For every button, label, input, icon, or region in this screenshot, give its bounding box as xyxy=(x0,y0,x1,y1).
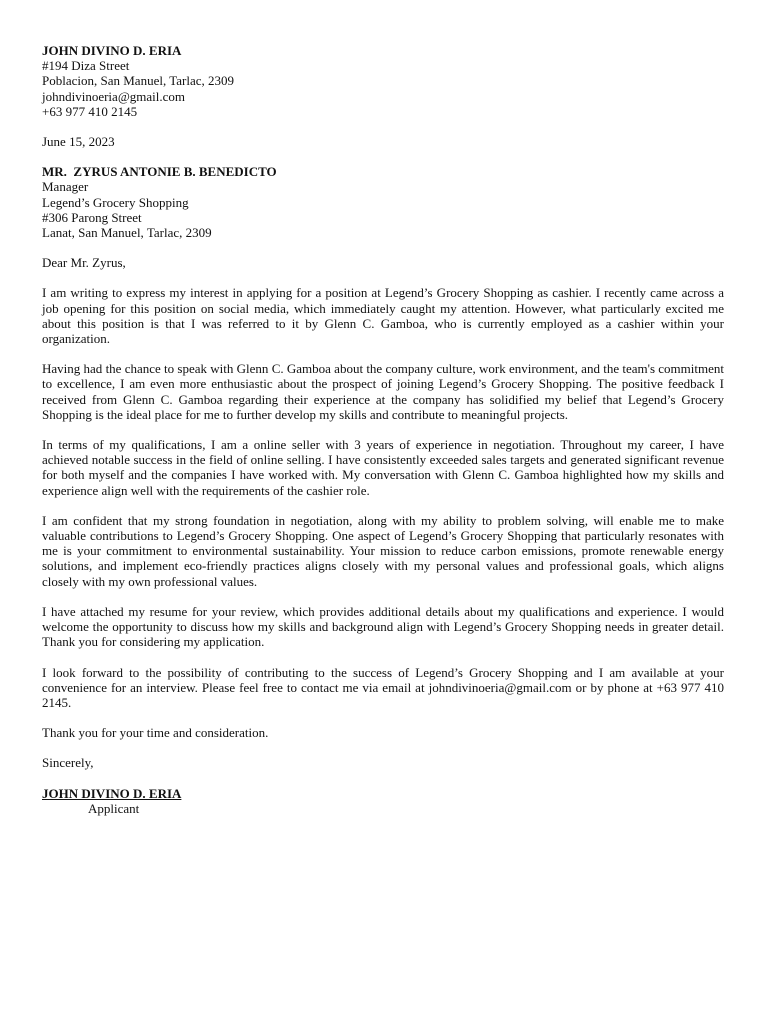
signature-title: Applicant xyxy=(88,800,140,816)
sender-block xyxy=(42,43,724,119)
closing: Sincerely, xyxy=(42,755,94,771)
recipient-block xyxy=(42,164,724,240)
signature-block xyxy=(42,786,724,816)
recipient-title: Manager xyxy=(42,179,89,195)
paragraph-resume: I have attached my resume for your review, which provides additional details about my qualifications and experience. I would welcome the opportunity to discuss how my skills and background align with Legend’s Grocery Shopping needs in greater detail. Thank you for considering my application. xyxy=(42,603,724,650)
paragraph-values: I am confident that my strong foundation in negotiation, along with my ability to problem solving, will enable me to make valuable contributions to Legend’s Grocery Shopping. One aspect of Legend’s Grocery Shopping that particularly resonates with me is your commitment to environmental sustainability. Your mission to reduce carbon emissions, promote renewable energy solutions, and implement eco-friendly practices aligns closely with my personal values and professional goals, which aligns closely with my own professional values. xyxy=(42,512,724,589)
paragraph-thanks: Thank you for your time and consideration. xyxy=(42,725,269,741)
paragraph-qualifications: In terms of my qualifications, I am a online seller with 3 years of experience in negotiation. Throughout my career, I have achieved notable success in the field of online selling. I have consistently exceeded sales targets and generated significant revenue for both myself and the companies I have worked with. My conversation with Glenn C. Gamboa highlighted how my skills and experience align well with the requirements of the cashier role. xyxy=(42,437,724,498)
sender-street: #194 Diza Street xyxy=(42,58,130,74)
sender-phone: +63 977 410 2145 xyxy=(42,103,138,119)
signature-name: JOHN DIVINO D. ERIA xyxy=(42,785,182,801)
recipient-street: #306 Parong Street xyxy=(42,209,142,225)
sender-email: johndivinoeria@gmail.com xyxy=(42,88,186,104)
letter-body xyxy=(42,43,724,816)
recipient-company: Legend’s Grocery Shopping xyxy=(42,194,189,210)
recipient-city: Lanat, San Manuel, Tarlac, 2309 xyxy=(42,225,212,241)
letter-date: June 15, 2023 xyxy=(42,134,115,150)
sender-city: Poblacion, San Manuel, Tarlac, 2309 xyxy=(42,73,235,89)
sender-name: JOHN DIVINO D. ERIA xyxy=(42,43,182,58)
paragraph-referral: Having had the chance to speak with Glenn C. Gamboa about the company culture, work environment, and the team's commitment to excellence, I am even more enthusiastic about the prospect of joining Legend’s Grocery Shopping. The positive feedback I received from Glenn C. Gamboa regarding their experience at the company has solidified my belief that Legend’s Grocery Shopping is the ideal place for me to further develop my skills and contribute to meaningful projects. xyxy=(42,361,724,422)
salutation: Dear Mr. Zyrus, xyxy=(42,255,126,271)
paragraph-contact: I look forward to the possibility of contributing to the success of Legend’s Grocery Shopping and I am available at your convenience for an interview. Please feel free to contact me via email at johndivinoeria@gmail.com or by phone at +63 977 410 2145. xyxy=(42,664,724,710)
recipient-name: MR. ZYRUS ANTONIE B. BENEDICTO xyxy=(42,164,277,180)
paragraph-intro: I am writing to express my interest in applying for a position at Legend’s Grocery Shopping as cashier. I recently came across a job opening for this position on social media, which immediately caught my attention. However, what particularly excited me about this position is that I was referred to it by Glenn C. Gamboa, who is currently employed as a cashier within your organization. xyxy=(42,285,724,347)
